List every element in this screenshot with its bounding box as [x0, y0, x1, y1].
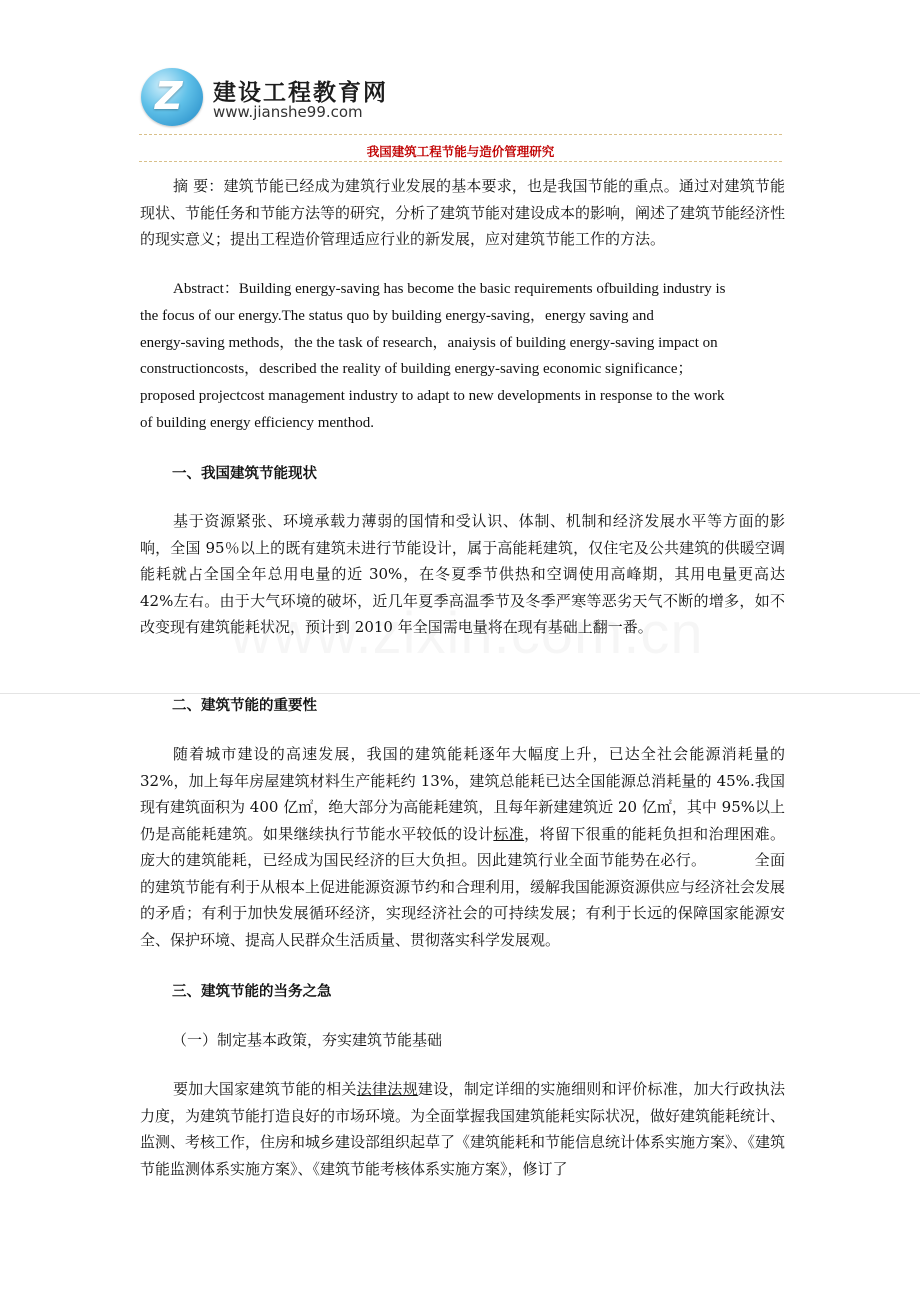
- section-1-body: 基于资源紧张、环境承载力薄弱的国情和受认识、体制、机制和经济发展水平等方面的影响，全国 95％以上的既有建筑未进行节能设计，属于高能耗建筑，仅住宅及公共建筑的供暖空调能耗就占全国全年总用电量的近 30%，在冬夏季节供热和空调使用高峰期，其用电量更高达 42%左右。由于大气环境的破坏，近几年夏季高温季节及冬季严寒等恶劣天气不断的增多，如不改变现有建筑能耗状况，预计到 2010 年全国需电量将在现有基础上翻一番。: [140, 512, 785, 636]
- section-3-text: 要加大国家建筑节能的相关: [173, 1080, 357, 1098]
- abstract-cn: 摘 要：建筑节能已经成为建筑行业发展的基本要求，也是我国节能的重点。通过对建筑节能现状、节能任务和节能方法等的研究，分析了建筑节能对建设成本的影响，阐述了建筑节能经济性的现实意义；提出工程造价管理适应行业的新发展，应对建筑节能工作的方法。: [140, 177, 786, 248]
- site-header: [141, 66, 781, 132]
- law-regulation-link[interactable]: 法律法规: [356, 1080, 418, 1098]
- section-3-heading: 三、建筑节能的当务之急: [172, 984, 332, 1000]
- section-3-subheading: （一）制定基本政策，夯实建筑节能基础: [172, 1031, 443, 1049]
- section-2-heading: 二、建筑节能的重要性: [172, 698, 317, 714]
- header-divider-top: [139, 134, 782, 135]
- site-name: 建设工程教育网: [213, 80, 388, 106]
- abstract-en-line: energy-saving methods，the the task of research，anaiysis of building energy-saving impact on: [140, 334, 718, 351]
- site-url[interactable]: www.jianshe99.com: [213, 103, 363, 121]
- abstract-en: [140, 276, 785, 437]
- document-title: 我国建筑工程节能与造价管理研究: [366, 144, 555, 159]
- standard-link[interactable]: 标准: [493, 824, 525, 843]
- logo-letter: Z: [155, 74, 183, 118]
- section-3-body: [140, 1076, 785, 1182]
- site-logo-icon: [141, 68, 203, 126]
- abstract-en-line: proposed projectcost management industry to adapt to new developments in response to the work: [140, 388, 725, 405]
- abstract-en-line: constructioncosts，described the reality of building energy-saving economic significance；: [140, 361, 693, 378]
- section-2-text: 全面的建筑节能有利于从根本上促进能源资源节约和合理利用，缓解我国能源资源供应与经济社会发展的矛盾；有利于加快发展循环经济，实现经济社会的可持续发展；有利于长远的保障国家能源安全、保护环境、提高人民群众生活质量、贯彻落实科学发展观。: [140, 851, 786, 949]
- abstract-en-line: the focus of our energy.The status quo by building energy-saving，energy saving and: [140, 307, 654, 324]
- abstract-en-line: of building energy efficiency menthod.: [140, 414, 374, 431]
- section-2-text: ，将留下很重的能耗负担和治理困难。庞大的建筑能耗，已经成为国民经济的巨大负担。因此建筑行业全面节能势在必行。: [140, 824, 785, 869]
- section-2-text: 随着城市建设的高速发展，我国的建筑能耗逐年大幅度上升，已达全社会能源消耗量的 32%，加上每年房屋建筑材料生产能耗约 13%，建筑总能耗已达全国能源总消耗量的 45%.我国现有建筑面积为 400 亿㎡，绝大部分为高能耗建筑，且每年新建建筑近 20 亿㎡，其中 95%以上仍是高能耗建筑。如果继续执行节能水平较低的设计: [140, 745, 785, 843]
- section-3-text: 建设，制定详细的实施细则和评价标准，加大行政执法力度，为建筑节能打造良好的市场环境。为全面掌握我国建筑能耗实际状况，做好建筑能耗统计、监测、考核工作，住房和城乡建设部组织起草了《建筑能耗和节能信息统计体系实施方案》、《建筑节能监测体系实施方案》、《建筑节能考核体系实施方案》，修订了: [140, 1080, 786, 1178]
- abstract-en-line: Abstract：Building energy-saving has become the basic requirements ofbuilding industry is: [173, 281, 726, 297]
- section-1-heading: 一、我国建筑节能现状: [172, 466, 317, 482]
- section-2-body: [140, 741, 785, 953]
- header-divider-bottom: [139, 161, 782, 162]
